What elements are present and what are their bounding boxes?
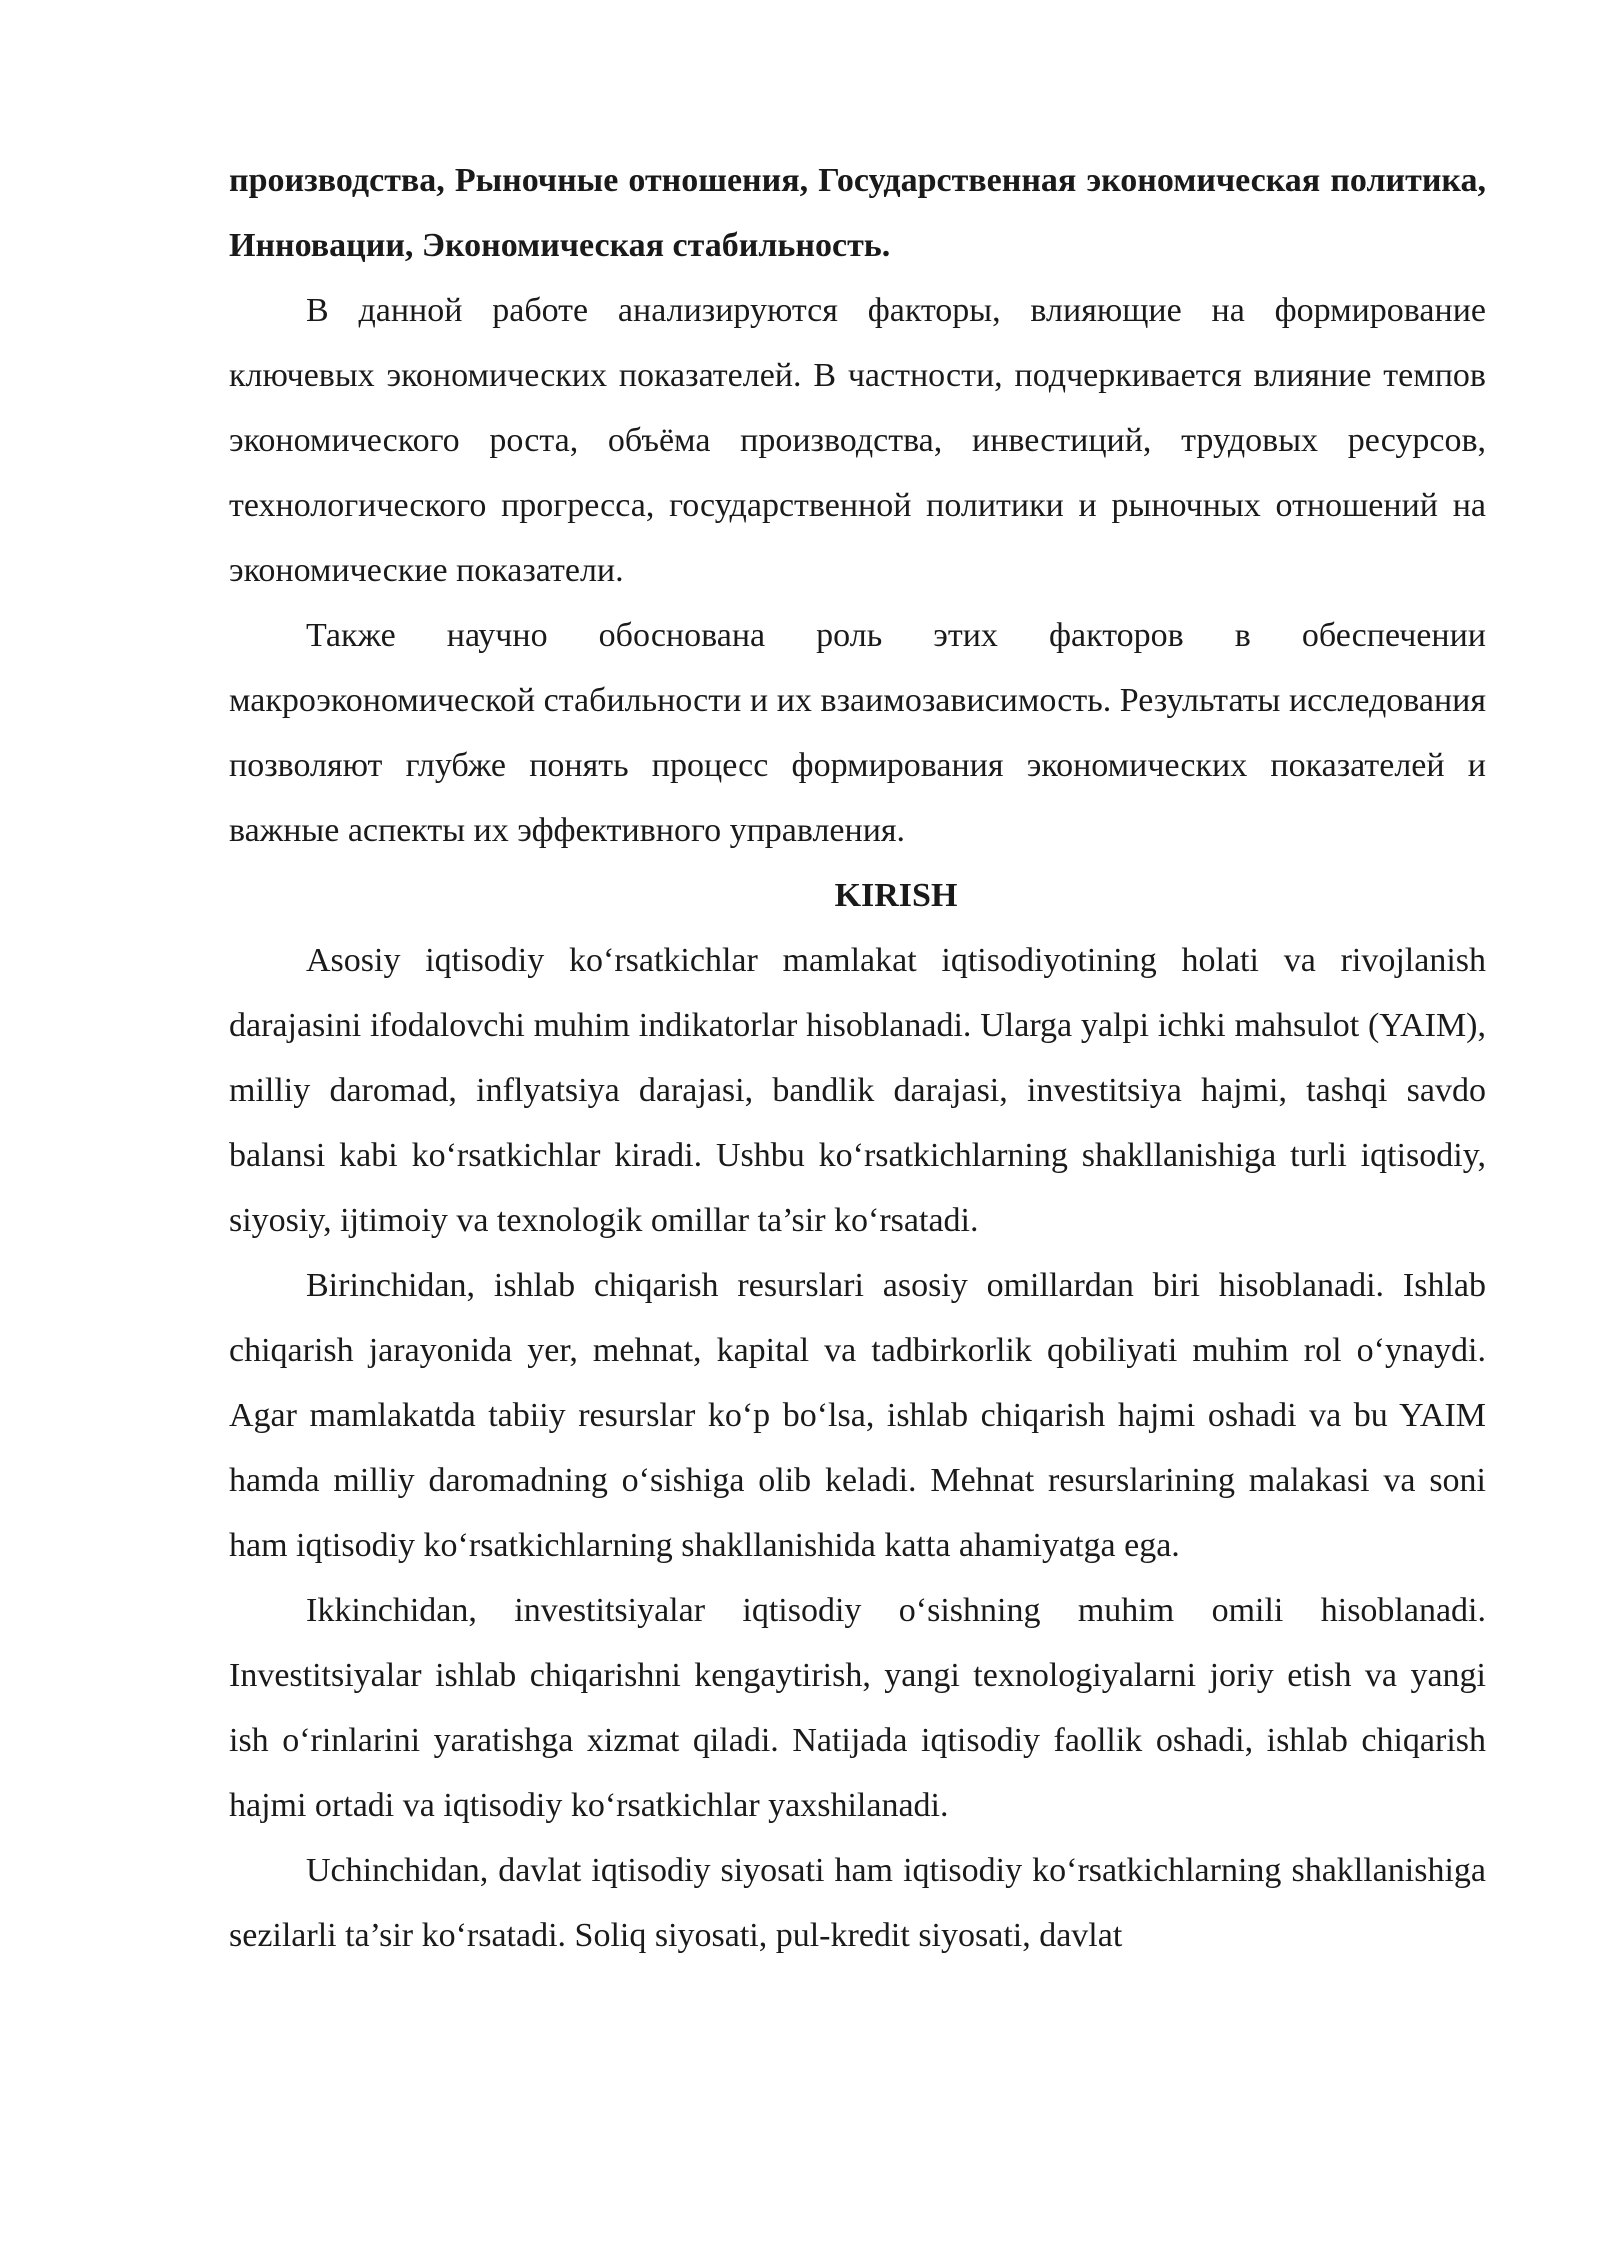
keywords-continuation: производства, Рыночные отношения, Государственная экономическая политика, Инновации, Экономическая стабильность. [229, 162, 1486, 264]
introduction-paragraph-1: Asosiy iqtisodiy ko‘rsatkichlar mamlakat iqtisodiyotining holati va rivojlanish darajasini ifodalovchi muhim indikatorlar hisoblanadi. Ularga yalpi ichki mahsulot (YAIM), milliy daromad, inflyatsiya darajasi, bandlik darajasi, investitsiya hajmi, tashqi savdo balansi kabi ko‘rsatkichlar kiradi. Ushbu ko‘rsatkichlarning shakllanishiga turli iqtisodiy, siyosiy, ijtimoiy va texnologik omillar ta’sir ko‘rsatadi. [229, 942, 1486, 1239]
introduction-paragraph-4: Uchinchidan, davlat iqtisodiy siyosati ham iqtisodiy ko‘rsatkichlarning shakllanishiga sezilarli ta’sir ko‘rsatadi. Soliq siyosati, pul-kredit siyosati, davlat [229, 1852, 1486, 1954]
section-heading-kirish: KIRISH [834, 877, 958, 914]
introduction-paragraph-3: Ikkinchidan, investitsiyalar iqtisodiy o‘sishning muhim omili hisoblanadi. Investitsiyalar ishlab chiqarishni kengaytirish, yangi texnologiyalarni joriy etish va yangi ish o‘rinlarini yaratishga xizmat qiladi. Natijada iqtisodiy faollik oshadi, ishlab chiqarish hajmi ortadi va iqtisodiy ko‘rsatkichlar yaxshilanadi. [229, 1592, 1486, 1824]
page-body [229, 148, 1486, 1968]
abstract-paragraph-2: Также научно обоснована роль этих факторов в обеспечении макроэкономической стабильности и их взаимозависимость. Результаты исследования позволяют глубже понять процесс формирования экономических показателей и важные аспекты их эффективного управления. [229, 617, 1486, 849]
introduction-paragraph-2: Birinchidan, ishlab chiqarish resurslari asosiy omillardan biri hisoblanadi. Ishlab chiqarish jarayonida yer, mehnat, kapital va tadbirkorlik qobiliyati muhim rol o‘ynaydi. Agar mamlakatda tabiiy resurslar ko‘p bo‘lsa, ishlab chiqarish hajmi oshadi va bu YAIM hamda milliy daromadning o‘sishiga olib keladi. Mehnat resurslarining malakasi va soni ham iqtisodiy ko‘rsatkichlarning shakllanishida katta ahamiyatga ega. [229, 1267, 1486, 1564]
abstract-paragraph-1: В данной работе анализируются факторы, влияющие на формирование ключевых экономических показателей. В частности, подчеркивается влияние темпов экономического роста, объёма производства, инвестиций, трудовых ресурсов, технологического прогресса, государственной политики и рыночных отношений на экономические показатели. [229, 292, 1486, 589]
